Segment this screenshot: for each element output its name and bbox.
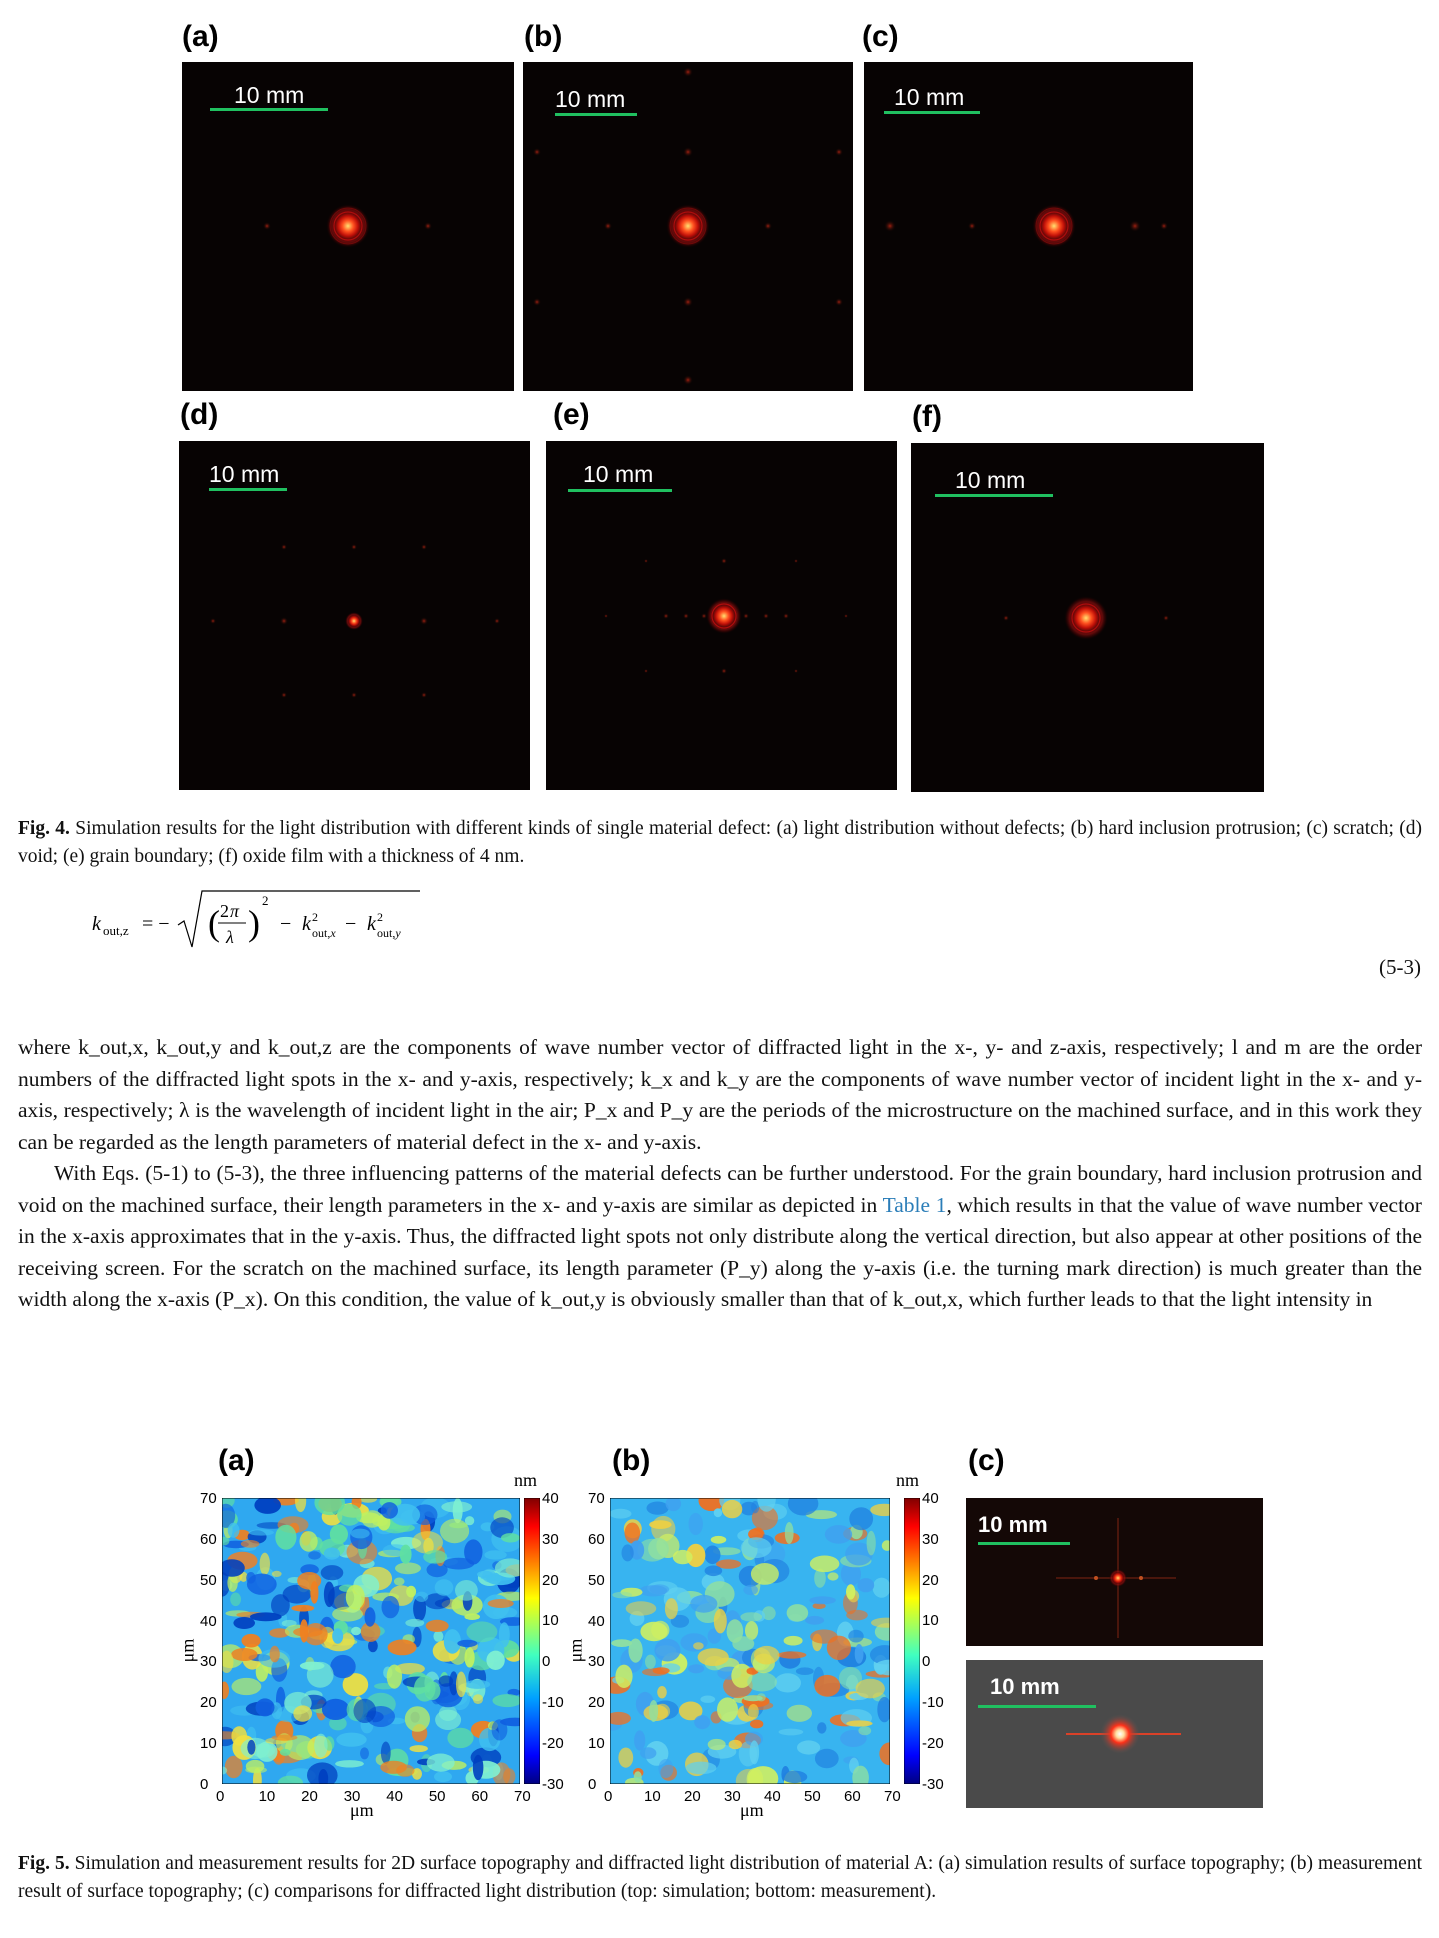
fig4-panel-a: [182, 62, 514, 391]
svg-text:out,y: out,y: [377, 926, 401, 940]
fig5-cbar-b-tick: 20: [922, 1571, 939, 1589]
fig5-cbar-b-tick: -20: [922, 1734, 944, 1752]
fig5-a-ytick: 60: [200, 1530, 217, 1548]
fig5-b-ytick: 40: [588, 1612, 605, 1630]
fig5-a-ytick: 0: [200, 1776, 209, 1793]
fig5-a-xtick: 0: [216, 1788, 225, 1805]
fig5-cbar-a-tick: -10: [542, 1694, 564, 1711]
fig4-label-c: (c): [862, 20, 899, 53]
fig5-cbar-unit-a: nm: [514, 1470, 538, 1490]
fig5-cbar-b-tick: 10: [922, 1612, 939, 1630]
fig5-b-ytick: 0: [588, 1776, 597, 1793]
fig5-scale-sim: 10 mm: [978, 1512, 1048, 1537]
fig4-scale-c: 10 mm: [894, 84, 965, 110]
fig4-caption: [18, 815, 1422, 871]
svg-text:2: 2: [377, 910, 383, 924]
fig5-b-ytick: 70: [588, 1490, 605, 1507]
fig5-a-xtick: 20: [301, 1788, 318, 1805]
fig5-caption-label: Fig. 5.: [18, 1853, 70, 1874]
fig4-panel-b: [523, 62, 853, 391]
svg-text:2: 2: [262, 893, 269, 908]
fig5-colorbar-a: [524, 1498, 540, 1784]
fig4-caption-text: Simulation results for the light distribution with different kinds of single material defect: (a) light distribution without defects; (b) hard inclusion protrusion; (c) scratch; (d) void; (e) grain boundary; (f) oxide film with a thickness of 4 nm.: [18, 818, 1422, 867]
fig5-label-b: (b): [612, 1444, 651, 1477]
fig5-b-ytick: 10: [588, 1735, 605, 1753]
svg-text:k: k: [367, 913, 376, 935]
fig5-a-xtick: 60: [471, 1788, 489, 1805]
fig4-scale-d: 10 mm: [209, 461, 280, 487]
fig4-scale-b: 10 mm: [555, 86, 626, 112]
fig5-cbar-a-tick: 20: [542, 1571, 559, 1589]
fig5-b-xtick: 40: [764, 1788, 781, 1805]
fig5-caption-text: Simulation and measurement results for 2D surface topography and diffracted light distribution of material A: (a) simulation results of surface topography; (b) measurement result of surface topography; (c) comparisons for diffracted light distribution (top: simulation; bottom: measurement).: [18, 1853, 1422, 1902]
svg-text:2: 2: [220, 901, 229, 921]
fig4-label-f: (f): [912, 400, 942, 433]
fig5-a-xtick: 30: [343, 1788, 361, 1805]
fig5-cbar-b-tick: 40: [922, 1490, 939, 1507]
fig5-cbar-a-tick: 10: [542, 1612, 559, 1630]
fig5-b-xtick: 0: [604, 1788, 613, 1805]
fig5-b-xtick: 10: [644, 1788, 661, 1805]
fig5-cbar-b-tick: -30: [922, 1775, 944, 1793]
fig5-a-xtick: 40: [386, 1788, 403, 1805]
fig4-scalebar-a: [210, 108, 328, 111]
svg-text:−: −: [345, 913, 357, 935]
fig5-a-xtick: 70: [514, 1788, 531, 1805]
svg-text:out,x: out,x: [312, 926, 336, 940]
fig5-b-xtick: 30: [724, 1788, 741, 1805]
fig4-label-e: (e): [553, 398, 590, 431]
body-para-2: [18, 1158, 1422, 1316]
fig4-panel-f: [911, 443, 1264, 792]
svg-text:(: (: [208, 903, 220, 943]
fig4-panel-c: [864, 62, 1193, 391]
fig5-b-xtick: 60: [844, 1788, 861, 1805]
fig4-scalebar-d: [209, 488, 287, 491]
fig5-b-xtick: 20: [684, 1788, 701, 1805]
eq-lhs: k: [92, 913, 101, 935]
fig5-cbar-a-tick: 30: [542, 1530, 559, 1548]
body-para-2b: , which results in that the value of wave number vector in the x-axis approximates that in the y-axis. Thus, the diffracted light spots not only distribute along the vertical direction, but also appear at other positions of the receiving screen. For the scratch on the machined surface, its length parameter (P_y) along the y-axis (i.e. the turning mark direction) is much greater than the width along the x-axis (P_x). On this condition, the value of k_out,y is obviously smaller than that of k_out,x, which further leads to that the light intensity in: [18, 1192, 1422, 1311]
fig5-cbar-a-tick: -20: [542, 1734, 564, 1752]
fig4-scalebar-e: [568, 489, 672, 492]
fig5-ylabel-a: μm: [177, 1638, 198, 1663]
fig5-scale-meas: 10 mm: [990, 1674, 1060, 1699]
fig5-xlabel-b: μm: [740, 1800, 764, 1820]
fig4-panel-e: [546, 441, 897, 790]
fig5-cbar-a-tick: 40: [542, 1490, 559, 1507]
fig5-caption: [18, 1850, 1422, 1906]
fig4-scale-f: 10 mm: [955, 467, 1026, 493]
body-para-2a: With Eqs. (5-1) to (5-3), the three influencing patterns of the material defects can be further understood. For the grain boundary, hard inclusion protrusion and void on the machined surface, their length parameters in the x- and y-axis are similar as depicted in: [18, 1161, 1422, 1217]
fig5-b-ytick: 20: [588, 1694, 605, 1712]
fig5-b-ytick: 60: [588, 1530, 605, 1548]
eq-number: (5-3): [1379, 955, 1421, 979]
svg-text:π: π: [230, 901, 240, 921]
svg-text:k: k: [302, 913, 311, 935]
fig4-label-b: (b): [524, 20, 563, 53]
fig5-scalebar-meas: [978, 1705, 1096, 1708]
fig5-a-ytick: 30: [200, 1653, 217, 1671]
fig5-cbar-a-tick: 0: [542, 1653, 551, 1671]
table-1-link[interactable]: Table 1: [882, 1192, 947, 1217]
body-text: [18, 1032, 1422, 1316]
svg-text:= −: = −: [142, 913, 170, 935]
fig4-scalebar-f: [935, 494, 1053, 497]
fig5-a-ytick: 50: [200, 1571, 217, 1589]
fig5-a-ytick: 10: [200, 1735, 217, 1753]
fig5-cbar-b-tick: 30: [922, 1530, 939, 1548]
fig5-cbar-b-tick: 0: [922, 1653, 931, 1671]
svg-text:λ: λ: [226, 927, 234, 947]
fig4-scale-e: 10 mm: [583, 461, 654, 487]
fig5-b-ytick: 50: [588, 1571, 605, 1589]
svg-text:2: 2: [312, 910, 318, 924]
fig5-a-ytick: 20: [200, 1694, 217, 1712]
fig5-a-ytick: 70: [200, 1490, 217, 1507]
fig5-b-xtick: 70: [884, 1788, 901, 1805]
fig5-xlabel-a: μm: [350, 1800, 374, 1820]
fig5-scalebar-sim: [978, 1542, 1070, 1545]
fig4-scalebar-c: [884, 111, 980, 114]
fig5-ylabel-b: μm: [565, 1638, 586, 1663]
fig5-diffraction-sim: [966, 1498, 1263, 1646]
fig4-label-a: (a): [182, 20, 219, 53]
fig4-label-d: (d): [180, 398, 219, 431]
fig5-cbar-unit-b: nm: [896, 1470, 920, 1490]
fig5-topo-meas: [610, 1498, 890, 1784]
body-para-1: where k_out,x, k_out,y and k_out,z are the components of wave number vector of diffracted light in the x-, y- and z-axis, respectively; l and m are the order numbers of the diffracted light spots in the x- and y-axis, respectively; k_x and k_y are the components of wave number vector of incident light in the x- and y-axis, respectively; λ is the wavelength of incident light in the air; P_x and P_y are the periods of the microstructure on the machined surface, and in this work they can be regarded as the length parameters of material defect in the x- and y-axis.: [18, 1035, 1422, 1154]
fig5-a-ytick: 40: [200, 1612, 217, 1630]
fig4-scale-a: 10 mm: [234, 82, 305, 108]
fig5-label-c: (c): [968, 1444, 1005, 1477]
eq-lhs-sub: out,z: [103, 923, 129, 938]
fig5-label-a: (a): [218, 1444, 255, 1477]
fig5-topo-sim: [222, 1498, 520, 1784]
fig4-caption-label: Fig. 4.: [18, 818, 70, 839]
fig5-cbar-b-tick: -10: [922, 1694, 944, 1711]
fig5-b-ytick: 30: [588, 1653, 605, 1671]
fig4-panel-d: [179, 441, 530, 790]
fig5-b-xtick: 50: [804, 1788, 821, 1805]
fig5-diffraction-meas: [966, 1660, 1263, 1808]
fig5-colorbar-b: [904, 1498, 920, 1784]
fig5-cbar-a-tick: -30: [542, 1775, 564, 1793]
svg-text:): ): [248, 903, 260, 943]
fig5-a-xtick: 50: [428, 1788, 446, 1805]
svg-text:−: −: [280, 913, 292, 935]
fig4-scalebar-b: [555, 113, 637, 116]
equation-5-3: [90, 885, 450, 955]
fig5-a-xtick: 10: [258, 1788, 276, 1805]
